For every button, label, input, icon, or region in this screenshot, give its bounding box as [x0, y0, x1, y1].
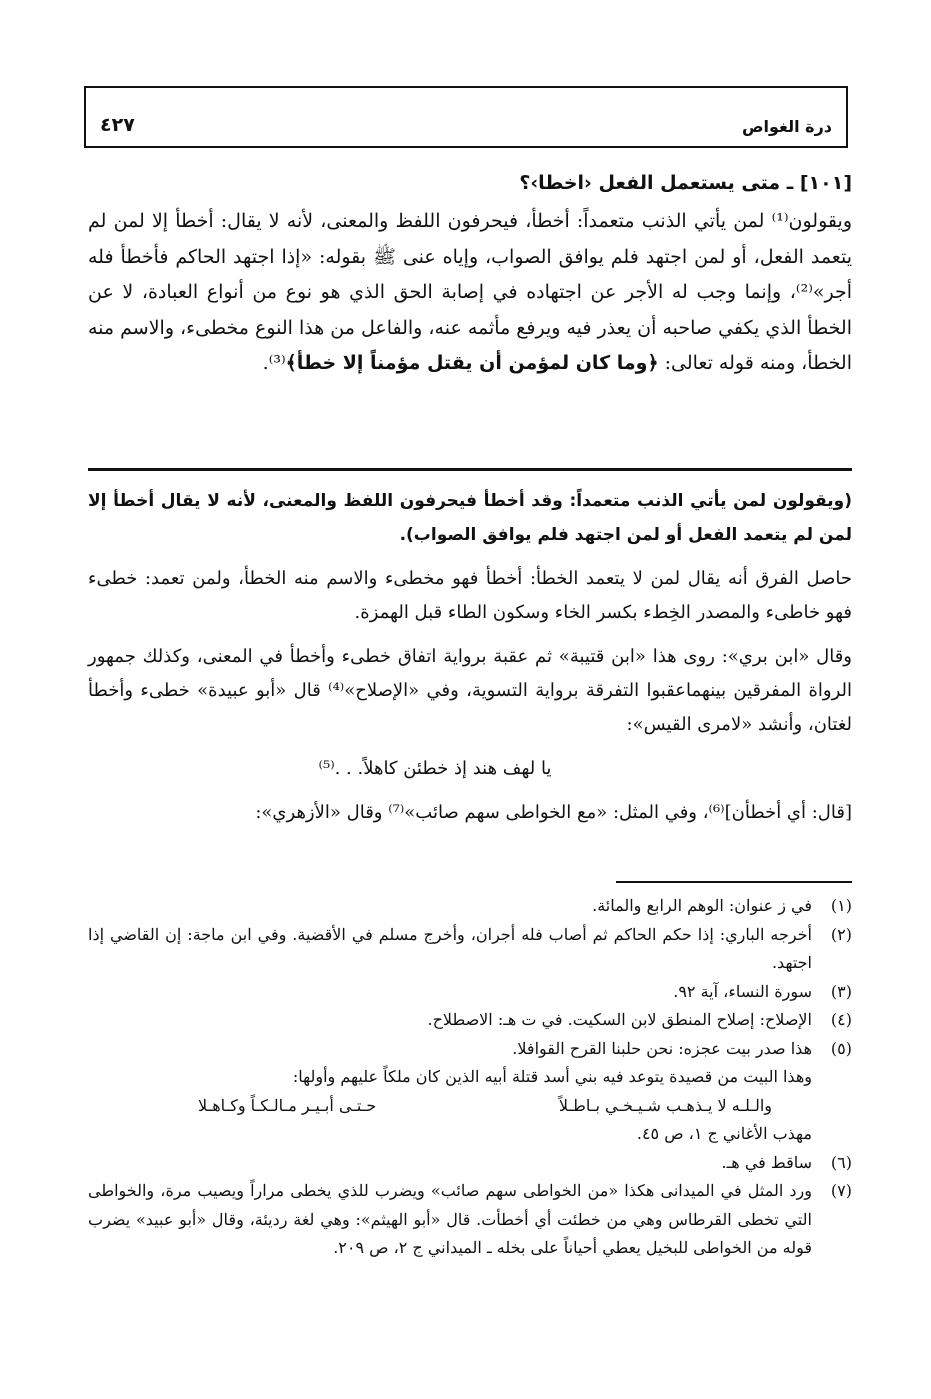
footnote-number: (٥) [830, 1038, 852, 1058]
commentary [88, 484, 852, 840]
commentary-quote: (ويقولون لمن يأتي الذنب متعمداً: وقد أخطأ فيحرفون اللفظ والمعنى، لأنه لا يقال أخطأ إلا لمن لم يتعمد الفعل أو لمن اجتهد فلم يوافق الصواب). [88, 491, 852, 545]
commentary-paragraph-3: [قال: أي أخطأن]⁽⁶⁾، وفي المثل: «مع الخواطى سهم صائب»⁽⁷⁾ وقال «الأزهري»: [255, 802, 852, 823]
footnote-text: ساقط في هـ. [721, 1152, 812, 1172]
poem-line [88, 1092, 812, 1121]
footnote-text: سورة النساء، آية ٩٢. [673, 981, 812, 1001]
footnote [88, 1149, 852, 1178]
main-paragraph [88, 204, 852, 382]
footnote-number: (٣) [830, 981, 852, 1001]
footnote-text: هذا صدر بيت عجزه: نحن حلبنا القرح القوافلا. [512, 1038, 812, 1058]
header-title: درة الغواص [742, 117, 832, 136]
footnote [88, 1177, 852, 1263]
footnote-number: (٢) [830, 924, 852, 944]
footnote [88, 1035, 852, 1149]
footnote-text: أخرجه الباري: إذا حكم الحاكم ثم أصاب فله أجران، وأخرج مسلم في الأقضية. وفي ابن ماجة: إن القاضي إذا اجتهد. [88, 924, 812, 972]
footnote [88, 978, 852, 1007]
poem-hemistich-1: والـلـه لا يـذهـب شـيـخـي بـاطـلاً [558, 1095, 772, 1115]
footnote-text: في ز عنوان: الوهم الرابع والمائة. [592, 896, 812, 915]
footnote-rule [616, 881, 852, 883]
commentary-paragraph-1: حاصل الفرق أنه يقال لمن لا يتعمد الخطأ: أخطأ فهو مخطىء والاسم منه الخطأ، ولمن تعمد: خطىء فهو خاطىء والمصدر الخِطء بكسر الخاء وسكون الطاء قبل الهمزة. [88, 568, 852, 623]
main-paragraph-end: ⁽³⁾. [262, 352, 286, 374]
book-page [84, 86, 852, 1386]
section-divider [88, 468, 852, 471]
footnote [88, 921, 852, 978]
footnote-text: الإصلاح: إصلاح المنطق لابن السكيت. في ت هـ: الاصطلاح. [427, 1010, 812, 1029]
poem-hemistich-2: حـتـى أبـيـر مـالـكـاً وكـاهـلا [198, 1095, 377, 1115]
footnote [88, 1006, 852, 1035]
footnote-text: وهذا البيت من قصيدة يتوعد فيه بني أسد قتلة أبيه الذين كان ملكاً عليهم وأولها: [292, 1067, 812, 1086]
quran-verse: ﴿وما كان لمؤمن أن يقتل مؤمناً إلا خطأ﴾ [285, 352, 659, 374]
footnote-number: (١) [830, 896, 852, 915]
footnote [88, 892, 852, 921]
footnotes [88, 892, 852, 1263]
main-paragraph-text: ويقولون⁽¹⁾ لمن يأتي الذنب متعمداً: أخطأ، فيحرفون اللفظ والمعنى، لأنه لا يقال: أخطأ إلا لمن لم يتعمد الفعل، أو لمن اجتهد فلم يوافق الصواب، وإياه عنى ﷺ بقوله: «إذا اجتهد الحاكم فأخطأ فله أجر»⁽²⁾، وإنما وجب له الأجر عن اجتهاده في إصابة الحق الذي هو نوع من أنواع العبادة، لا عن الخطأ الذي يكفي صاحبه أن يعذر فيه ويرفع مأثمه عنه، والفاعل من هذا النوع مخطىء، والاسم منه الخطأ، ومنه قوله تعالى: [88, 210, 852, 374]
footnote-text: مهذب الأغاني ج ١، ص ٤٥. [636, 1124, 812, 1143]
main-text [88, 204, 852, 382]
commentary-verse: يا لهف هند إذ خطئن كاهلاً. . .⁽⁵⁾ [318, 758, 552, 779]
page-number: ٤٢٧ [100, 114, 135, 136]
footnote-number: (٧) [830, 1181, 852, 1200]
running-header [84, 86, 848, 148]
footnote-text: ورد المثل في الميدانى هكذا «من الخواطى سهم صائب» ويضرب للذي يخطى مراراً ويصيب مرة، والخواطى التي تخطى القرطاس وهي من خطئت أي أخطأت. قال «أبو الهيثم»: وهي لغة رديئة، وقال «أبو عبيد» يضرب قوله من الخواطى للبخيل يعطي أحياناً على بخله ـ الميداني ج ٢، ص ٢٠٩. [88, 1181, 813, 1257]
commentary-paragraph-2: وقال «ابن بري»: روى هذا «ابن قتيبة» ثم عقبة برواية اتفاق خطىء وأخطأ في المعنى، وكذلك جمهور الرواة المفرقين بينهماعقبوا التفرقة برواية التسوية، وفي «الإصلاح»⁽⁴⁾ قال «أبو عبيدة» خطىء وأخطأ لغتان، وأنشد «لامرى القيس»: [88, 646, 852, 735]
section-heading: [١٠١] ـ متى يستعمل الفعل ‹اخطا›؟ [519, 172, 852, 194]
footnote-number: (٦) [830, 1152, 852, 1172]
footnote-number: (٤) [830, 1010, 852, 1029]
